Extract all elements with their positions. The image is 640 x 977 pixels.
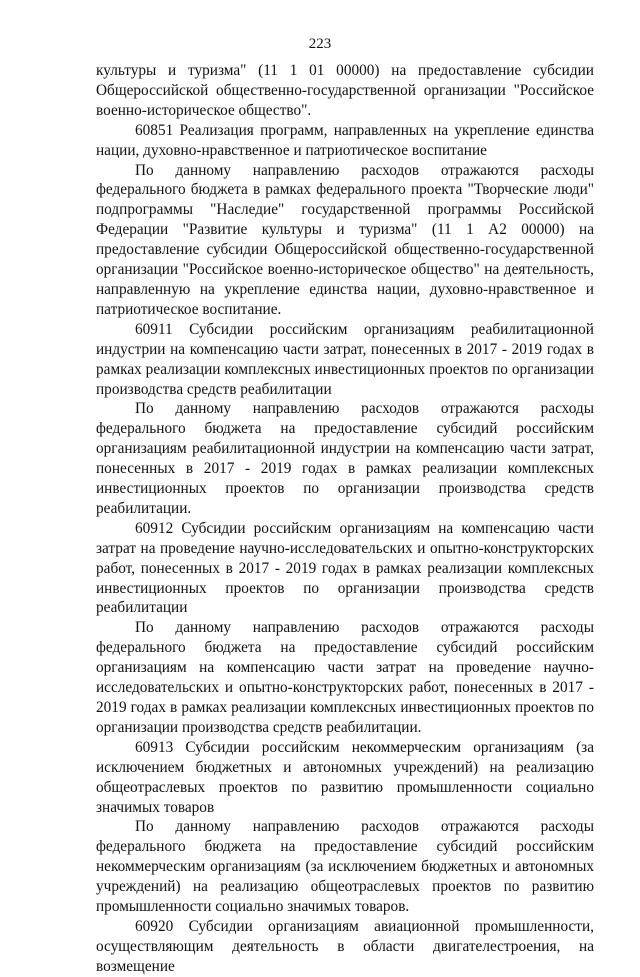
page-number: 223 (308, 36, 332, 52)
document-body (96, 61, 594, 977)
heading-60913: 60913 Субсидии российским некоммерческим организациям (за исключением бюджетных и автономных учреждений) на реализацию общеотраслевых проектов по развитию промышленности социально значимых товаров (96, 738, 594, 816)
heading-60912: 60912 Субсидии российским организациям на компенсацию части затрат на проведение научно-исследовательских и опытно-конструкторских работ, понесенных в 2017 - 2019 годах в рамках реализации комплексных инвестиционных проектов по организации производства средств реабилитации (96, 519, 594, 617)
paragraph-60913-description: По данному направлению расходов отражаются расходы федерального бюджета на предоставление субсидий российским некоммерческим организациям (за исключением бюджетных и автономных учреждений) на реализацию общеотраслевых проектов по развитию промышленности социально значимых товаров. (96, 818, 594, 916)
heading-60851: 60851 Реализация программ, направленных на укрепление единства нации, духовно-нравственное и патриотическое воспитание (96, 121, 594, 159)
paragraph-60911-description: По данному направлению расходов отражаются расходы федерального бюджета на предоставление субсидий российским организациям реабилитационной индустрии на компенсацию части затрат, понесенных в 2017 - 2019 годах в рамках реализации комплексных инвестиционных проектов по организации производства средств реабилитации. (96, 400, 594, 517)
heading-60920: 60920 Субсидии организациям авиационной промышленности, осуществляющим деятельность в области двигателестроения, на возмещение (96, 917, 594, 975)
heading-60911: 60911 Субсидии российским организациям реабилитационной индустрии на компенсацию части затрат, понесенных в 2017 - 2019 годах в рамках реализации комплексных инвестиционных проектов по организации производства средств реабилитации (96, 320, 594, 398)
paragraph-60912-description: По данному направлению расходов отражаются расходы федерального бюджета на предоставление субсидий российским организациям на компенсацию части затрат на проведение научно-исследовательских и опытно-конструкторских работ, понесенных в 2017 - 2019 годах в рамках реализации комплексных инвестиционных проектов по организации производства средств реабилитации. (96, 619, 594, 736)
paragraph-continuation: культуры и туризма" (11 1 01 00000) на предоставление субсидии Общероссийской общественно-государственной организации "Российское военно-историческое общество". (96, 62, 594, 119)
paragraph-60851-description: По данному направлению расходов отражаются расходы федерального бюджета в рамках федерального проекта "Творческие люди" подпрограммы "Наследие" государственной программы Российской Федерации "Развитие культуры и туризма" (11 1 A2 00000) на предоставление субсидии Общероссийской общественно-государственной организации "Российское военно-историческое общество" на деятельность, направленную на укрепление единства нации, духовно-нравственное и патриотическое воспитание. (96, 161, 594, 318)
